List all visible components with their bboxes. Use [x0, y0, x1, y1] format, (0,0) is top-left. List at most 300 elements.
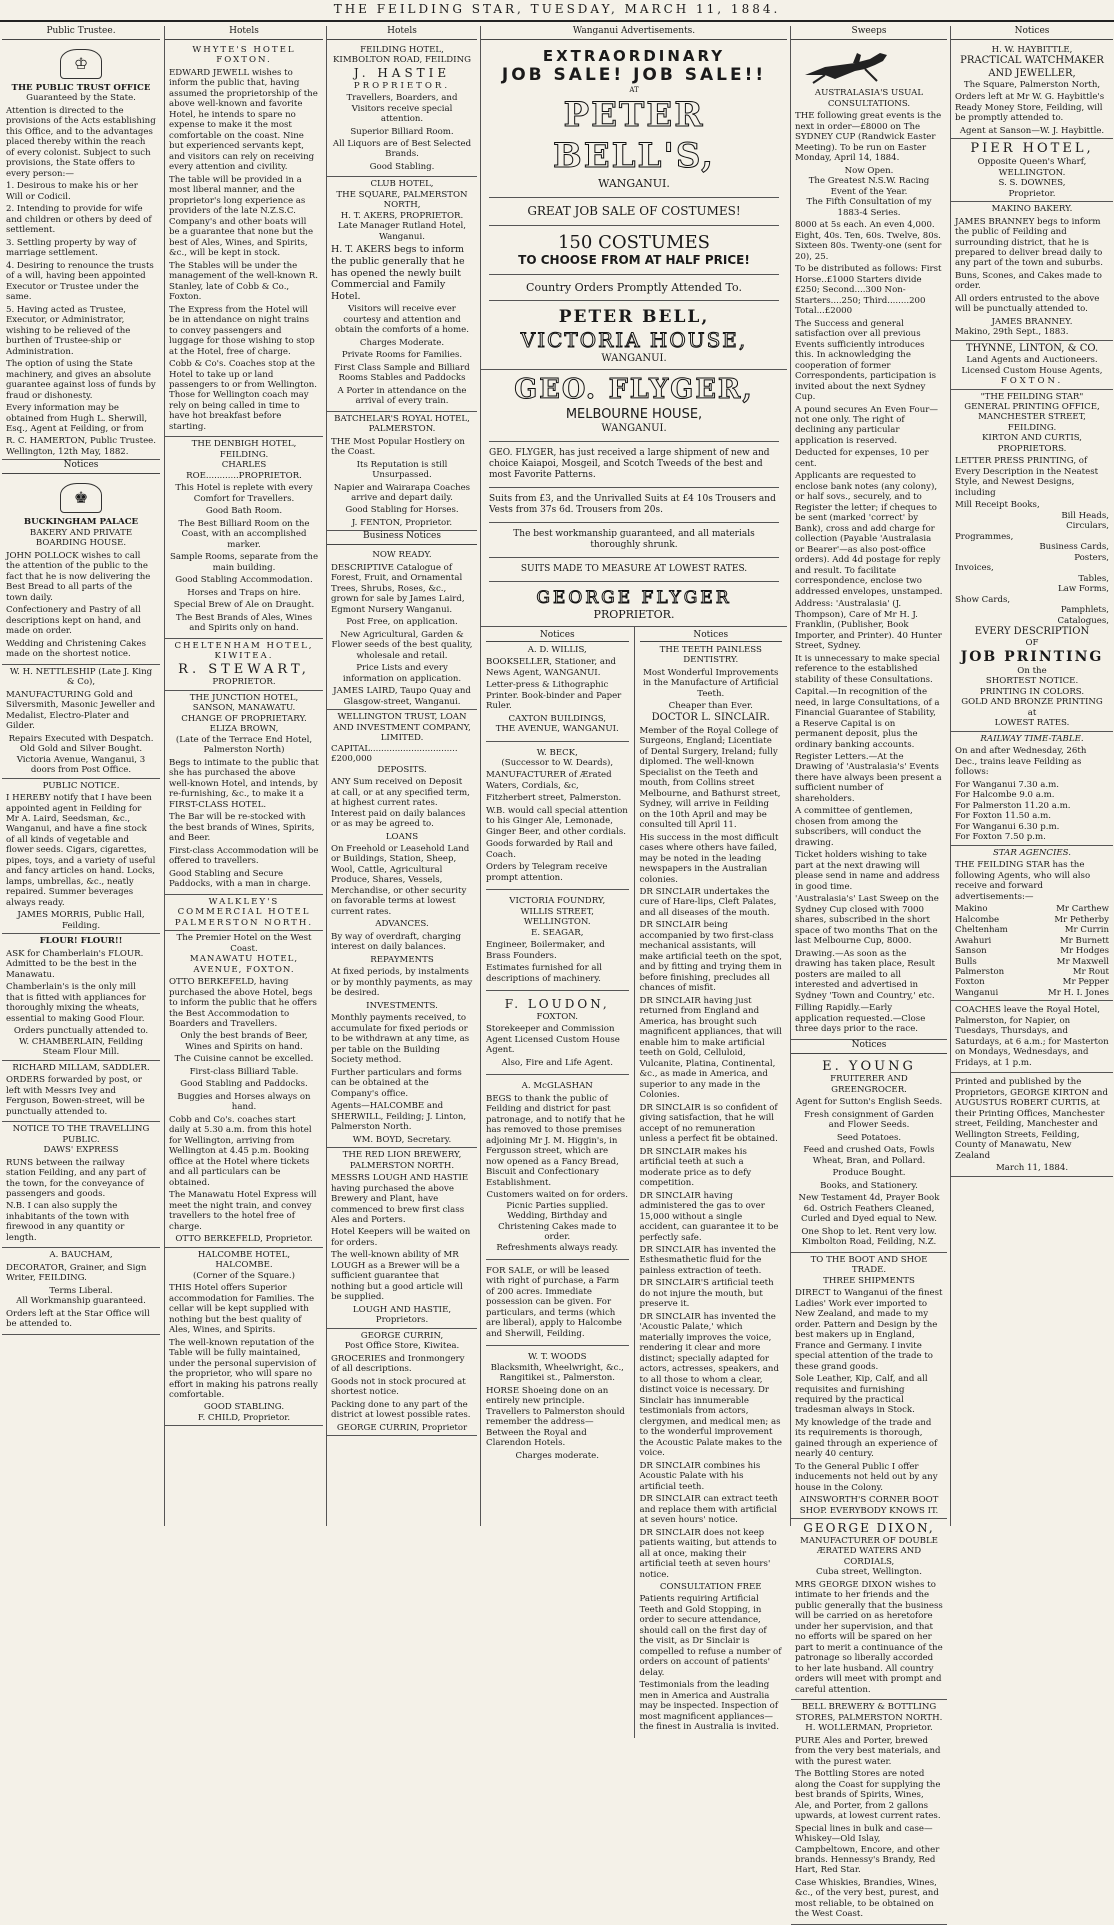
ad-body: Packing done to any part of the district at lowest possible rates. — [331, 1399, 471, 1421]
agent-name: Mr Maxwell — [1056, 956, 1109, 967]
manawatu-hotel-ad — [165, 931, 323, 1248]
agent-row — [955, 936, 1109, 946]
ad-title: THE TEETH PAINLESS DENTISTRY. — [659, 644, 762, 666]
ad-title: BUCKINGHAM PALACE — [23, 517, 139, 528]
ad-subtitle: LOANS — [385, 831, 419, 842]
ad-body: I HEREBY notify that I have been appointed agent in Feilding for Mr A. Laird, Seedsman, &c., Wanganui, and have a fine stock of all kinds of vegetable and flower seeds. Cigars, cigarettes, pipes, toys, and a variety of useful and fancy articles on hand. Locks, lamps, umbrellas, &c., neatly repaired. Summer beverages always ready. — [6, 793, 156, 908]
list-item: Feed and crushed Oats, Fowls Wheat, Bran, and Pollard. — [803, 1145, 935, 1166]
ad-title: CLUB HOTEL, — [370, 179, 434, 190]
ad-title: BELL BREWERY & BOTTLING STORES, PALMERSTON NORTH. — [795, 1702, 943, 1723]
list-item: Programmes, — [955, 531, 1014, 542]
ad-body: Orders by Telegram receive prompt attention. — [486, 862, 608, 883]
list-item: This Hotel is replete with every Comfort for Travellers. — [175, 483, 313, 504]
ad-line: Terms Liberal. — [49, 1285, 113, 1296]
ad-line: OF — [1025, 638, 1039, 649]
agent-town: Wanganui — [955, 987, 999, 998]
column-hotels-2 — [326, 26, 477, 1526]
ad-body: ASK for Chamberlain's FLOUR. Admitted to be the best in the Manawatu. — [6, 948, 144, 980]
timetable-row: For Halcombe 9.0 a.m. — [955, 790, 1055, 801]
list-item: Horses and Traps on hire. — [187, 587, 301, 598]
ad-body: Orders left at the Star Office will be attended to. — [6, 1308, 150, 1330]
list-item: Charges Moderate. — [359, 337, 445, 348]
ad-body: Cobb & Co's. Coaches stop at the Hotel to take up or land passengers to or from Wellington. Those for Wellington coach may rely on being called in time to have hot breakfast before starting. — [169, 359, 318, 432]
ad-title: GEORGE CURRIN, — [360, 1330, 444, 1341]
section-heading: Sweeps — [791, 26, 947, 40]
ad-line: Napier and Wairarapa Coaches arrive and depart daily. — [333, 482, 471, 503]
agent-row — [955, 946, 1109, 956]
ad-body: DR SINCLAIR is so confident of giving satisfaction, that he will accept of no remuneration unless a perfect fit be obtained. — [639, 1102, 778, 1145]
list-item: 2. Intending to provide for wife and children or others by deed of settlement. — [6, 204, 152, 236]
agent-name: Mr Hodges — [1060, 946, 1109, 957]
column-hotels-1 — [164, 26, 323, 1526]
ad-subtitle: PRACTICAL WATCHMAKER AND JEWELLER, — [960, 55, 1104, 79]
ad-body: DR SINCLAIR has invented the 'Acoustic Palate,' which materially improves the voice, rendering it clear and more distinct; specially adapted for actors, actresses, speakers, and to all those to whom a clear, distinct voice is necessary. Dr Sinclair has innumerable testimonials from actors, clergymen, and medical men; as to the wonderful improvement the Acoustic Palate makes to the voice. — [639, 1311, 782, 1459]
ad-subtitle: MELBOURNE HOUSE, — [565, 406, 703, 422]
ad-town: WANGANUI. — [601, 352, 667, 364]
makino-bakery-ad — [951, 202, 1113, 341]
ad-address: THE AVENUE, WANGANUI. — [495, 724, 619, 735]
ad-subtitle: CONSULTATION FREE — [659, 1582, 762, 1592]
ad-body: JAMES BRANNEY begs to inform the public of Feilding and surrounding district, that he is prepared to deliver bread daily to any part of the town and suburbs. — [955, 216, 1103, 269]
ad-body: Case Whiskies, Brandies, Wines, &c., of the very best, purest, and most reliable, to be obtained on the West Coast. — [795, 1877, 939, 1920]
agent-name: Mr Rout — [1072, 966, 1109, 977]
ad-body: Attention is directed to the provisions of the Acts establishing this Office, and to the advantages placed thereby within the reach of every colonist. Subject to such provisions, the State offers to every person:— — [6, 105, 156, 179]
ad-line: Licensed Custom House Agents, — [961, 365, 1103, 376]
agent-row — [955, 925, 1109, 935]
ad-body: DESCRIPTIVE Catalogue of Forest, Fruit, and Ornamental Trees, Shrubs, Roses, &c., grown for sale by James Laird, Egmont Nursery Wanganui. — [331, 562, 465, 615]
list-item: Invoices, — [955, 563, 994, 574]
ad-body: Orders left at Mr W. G. Haybittle's Ready Money Store, Feilding, will be promptly attended to. — [955, 92, 1105, 124]
ad-body: Wedding and Christening Cakes made on the shortest notice. — [6, 638, 146, 660]
ad-body: ORDERS forwarded by post, or left with Messrs Ivey and Ferguson, Bowen-street, will be punctually attended to. — [6, 1075, 145, 1117]
ad-body: Testimonials from the leading men in America and Australia may be inspected. Inspection of most magnificent appliances—the finest in Australia is invited. — [639, 1680, 780, 1733]
list-item: The Best Brands of Ales, Wines and Spirits only on hand. — [175, 612, 313, 634]
ad-line: GREAT JOB SALE OF COSTUMES! — [527, 203, 741, 218]
ad-brand: GEO. FLYGER, — [514, 373, 754, 405]
junction-hotel-ad — [165, 691, 323, 895]
list-item: Business Cards, — [1039, 542, 1109, 553]
ad-brand: PETER BELL'S, — [552, 94, 716, 176]
ad-line: Price Lists and every information on application. — [342, 663, 462, 684]
pier-hotel-ad — [951, 139, 1113, 202]
ad-subtitle: GENERAL PRINTING OFFICE, — [964, 401, 1100, 412]
ad-proprietor-name: ELIZA BROWN, — [209, 724, 279, 735]
ad-address: THE SQUARE, PALMERSTON NORTH, — [336, 189, 468, 211]
section-heading: Hotels — [165, 26, 323, 40]
section-heading: Notices — [791, 1040, 947, 1054]
ad-title: CHELTENHAM HOTEL, KIWITEA. — [174, 640, 314, 662]
ad-title: CAXTON BUILDINGS, — [508, 713, 607, 724]
ad-body: Buns, Scones, and Cakes made to order. — [955, 270, 1102, 292]
ad-title: W. H. NETTLESHIP (Late J. King & Co), — [9, 666, 153, 688]
ad-title: W. BECK, — [536, 747, 578, 758]
list-item: Bill Heads, — [1061, 510, 1109, 521]
ad-body: DIRECT to Wanganui of the finest Ladies' Work ever imported to New Zealand, and made to my order. Pattern and Design by the best makers up in England, France and Germany. I invite special attention of the trade to these grand goods. — [795, 1288, 943, 1372]
ad-address: The Square, Palmerston North, — [963, 79, 1101, 90]
bakery-ad — [2, 477, 160, 664]
list-item: Good Bath Room. — [205, 506, 283, 517]
ad-line: GOOD STABLING. — [203, 1402, 285, 1413]
notices-split — [481, 627, 787, 1738]
ad-line: Country Orders Promptly Attended To. — [526, 281, 742, 295]
agent-name: Mr Currin — [1064, 925, 1109, 936]
imprint-date: March 11, 1884. — [995, 1163, 1069, 1174]
ad-body: MRS GEORGE DIXON wishes to intimate to her friends and the public generally that the business will be carried on as heretofore under her supervision, and that no efforts will be spared on her part to merit a continuance of the patronage so liberally accorded to her late husband. All country orders will meet with prompt and careful attention. — [795, 1579, 943, 1695]
list-item: First Class Sample and Billiard Rooms Stables and Paddocks — [334, 362, 470, 384]
agent-town: Sanson — [955, 946, 987, 957]
denbigh-hotel-ad — [165, 437, 323, 638]
agent-name: Mr H. I. Jones — [1047, 987, 1109, 998]
ad-body: To the General Public I offer inducements not held out by any house in the Colony. — [795, 1461, 938, 1493]
ad-body: Patients requiring Artificial Teeth and Gold Stopping, in order to secure attendance, should call on the first day of the visit, as Dr Sinclair is compelled to refuse a number of orders on account of patients' delay. — [639, 1594, 782, 1678]
feilding-hotel-ad — [327, 43, 477, 177]
ad-body: EDWARD JEWELL wishes to inform the public that, having assumed the proprietorship of the above well-known and favorite Hotel, he intends to spare no expense to make it the most comfortable on the coast. Nine but experienced servants kept, and visitors can rely on receiving every attention and civility. — [169, 67, 318, 173]
ad-line: Good Stabling for Horses. — [345, 505, 459, 516]
ad-subtitle: DAWS' EXPRESS — [43, 1145, 119, 1156]
agent-name: Mr Carthew — [1056, 904, 1109, 915]
greengrocer-ad — [791, 1057, 947, 1253]
ad-body: A committee of gentlemen, chosen from among the subscribers, will conduct the drawing. — [795, 806, 922, 848]
ad-title: GEORGE DIXON, — [803, 1521, 935, 1536]
ad-body: FOR SALE, or will be leased with right of purchase, a Farm of 200 acres. Immediate possession can be given. For particulars, and terms (which are liberal), apply to Halcombe and Sherwill, Feilding. — [486, 1266, 622, 1339]
ad-line: LOWEST RATES. — [994, 718, 1070, 729]
ad-line: Good Stabling. — [369, 161, 435, 172]
ad-title: A. D. WILLIS, — [527, 644, 587, 655]
ad-title: STAR AGENCIES. — [993, 847, 1071, 858]
ad-body: Estimates furnished for all descriptions of machinery. — [486, 963, 603, 984]
list-item: Produce Bought. — [832, 1168, 906, 1179]
ad-subtitle: ADVANCES. — [375, 919, 429, 930]
ad-signature: R. C. HAMERTON, Public Trustee. — [6, 436, 156, 447]
list-item: 5. Having acted as Trustee, Executor, or Administrator, wishing to be relieved of the burthen of Trustee-ship or Administration. — [6, 304, 131, 357]
ad-line: The Cuisine cannot be excelled. — [174, 1054, 314, 1065]
ad-body: GROCERIES and Ironmongery of all descriptions. — [331, 1353, 465, 1375]
list-item: 3. Settling property by way of marriage settlement. — [6, 237, 137, 259]
jeweller-ad — [2, 665, 160, 779]
ad-line: EVERY DESCRIPTION — [974, 626, 1090, 638]
ad-title: AUSTRALASIA'S USUAL CONSULTATIONS. — [814, 88, 924, 109]
ad-body: The Stables will be under the management of the well-known R. Stanley, late of Cobb & Co., Foxton. — [169, 260, 318, 303]
ad-subtitle: (Corner of the Square.) — [193, 1270, 295, 1281]
agent-name: Mr Burnett — [1059, 935, 1109, 946]
ad-line: The Premier Hotel on the West Coast. — [176, 933, 312, 954]
ad-body: COACHES leave the Royal Hotel, Palmerston, for Napier, on Tuesdays, Thursdays, and Saturdays, at 6 a.m.; for Masterton on Mondays, Wednesdays, and Fridays, at 1 p.m. — [955, 1005, 1109, 1068]
ad-line: Late Manager Rutland Hotel, Wanganui. — [338, 221, 466, 242]
public-notice-ad — [2, 779, 160, 935]
ad-body: By way of overdraft, charging interest on daily balances. — [331, 931, 461, 953]
ad-body: GEO. FLYGER, has just received a large shipment of new and choice Kaiapoi, Mosgeil, and Scotch Tweeds of the best and most Favorite Patterns. — [489, 447, 770, 480]
imprint-text: Printed and published by the Proprietors, GEORGE KIRTON and AUGUSTUS ROBERT CURTIS, at their Printing Offices, Manchester street, Feilding, Manchester and Wellington Streets, Feilding, County of Manawatu, New Zealand — [955, 1077, 1108, 1161]
agent-town: Bulls — [955, 956, 977, 967]
ad-title: THYNNE, LINTON, & CO. — [965, 342, 1099, 354]
ad-subtitle: REPAYMENTS — [370, 954, 434, 965]
section-heading: Wanganui Advertisements. — [481, 26, 787, 40]
crest-icon: ♚ — [60, 483, 102, 513]
ad-body: DR SINCLAIR makes his artificial teeth at such a moderate price as to defy competition. — [639, 1146, 752, 1189]
ad-subtitle: Blacksmith, Wheelwright, &c., Rangitikei st., Palmerston. — [490, 1362, 624, 1384]
ad-subtitle: Opposite Queen's Wharf, WELLINGTON. — [977, 157, 1087, 178]
list-item: Posters, — [1074, 552, 1109, 563]
agent-row — [955, 904, 1109, 914]
imprint — [951, 1073, 1113, 1176]
ad-body: DR SINCLAIR having administered the gas to over 15,000 without a single accident, can guarantee it to be perfectly safe. — [639, 1190, 779, 1243]
ad-brand: PETER BELL, — [558, 307, 710, 328]
ad-subtitle: MANUFACTURER OF DOUBLE ÆRATED WATERS AND CORDIALS, — [800, 1535, 938, 1567]
ad-body: MANUFACTURING Gold and Silversmith, Masonic Jeweller and Medalist, Electro-Plater and Gilder. — [6, 689, 156, 732]
racehorse-icon — [795, 45, 915, 85]
ad-body: First-class Accommodation will be offered to travellers. — [169, 845, 319, 867]
agent-name: Mr Pepper — [1062, 977, 1109, 988]
ad-title: PUBLIC NOTICE. — [42, 780, 120, 791]
ad-title: MAKINO BAKERY. — [991, 204, 1073, 215]
peter-bell-ad — [481, 43, 787, 370]
ad-line: (Late of the Terrace End Hotel, Palmerston North) — [175, 734, 313, 756]
list-item: Private Rooms for Families. — [341, 350, 463, 361]
ad-body: To be distributed as follows: First Horse..£1000 Starters divide £250; Second....300 Non-Starters....250; Third........200 Total...£2000 — [795, 264, 942, 317]
ad-title: PIER HOTEL, — [970, 141, 1094, 157]
ad-line: Agent for Sutton's English Seeds. — [795, 1097, 943, 1108]
ad-proprietor: CHARLES ROE............PROPRIETOR. — [186, 460, 302, 481]
ad-body: ANY Sum received on Deposit at call, or at any specified term, at highest current rates. Interest paid on daily balances or as may be agreed to. — [331, 777, 470, 830]
ad-subtitle: DEPOSITS. — [377, 764, 427, 775]
ad-title: E. YOUNG — [822, 1058, 916, 1074]
ad-proprietor: Proprietor. — [1008, 188, 1056, 199]
ad-signature: OTTO BERKEFELD, Proprietor. — [175, 1234, 313, 1245]
ad-body: On Freehold or Leasehold Land or Buildings, Station, Sheep, Wool, Cattle, Agricultural Produce, Shares, Vessels, Merchandise, or other security on favorable terms at lowest current rates. — [331, 844, 470, 917]
ad-proprietor-name: R. STEWART, — [178, 661, 310, 677]
ad-line: Orders punctually attended to. — [13, 1026, 149, 1037]
ad-body: PURE Ales and Porter, brewed from the very best materials, and with the purest water. — [795, 1735, 941, 1767]
ad-body: Sole Leather, Kip, Calf, and all requisites and furnishing required by the practical tradesman always in Stock. — [795, 1374, 928, 1416]
ad-line: Visitors will receive ever courtesy and attention and obtain the comforts of a home. — [335, 304, 469, 336]
ad-body: LETTER PRESS PRINTING, of Every Description in the Neatest Style, and Newest Designs, including — [955, 456, 1099, 498]
ad-title: WELLINGTON TRUST, LOAN AND INVESTMENT COMPANY, LIMITED. — [333, 712, 471, 744]
ad-subtitle: CHANGE OF PROPRIETARY. — [181, 713, 307, 724]
ad-body: Register Letters.—At the Drawing of 'Australasia's' Events there have always been present a sufficient number of shareholders. — [795, 752, 942, 804]
ad-body: THE Most Popular Hostlery on the Coast. — [331, 436, 465, 458]
ad-address: MANCHESTER STREET, — [978, 412, 1086, 423]
section-heading: Notices — [951, 26, 1113, 40]
ad-town: FOXTON. — [1000, 376, 1064, 387]
ad-title: "THE FEILDING STAR" — [980, 391, 1084, 402]
ad-line: Also, Fire and Life Agent. — [501, 1057, 613, 1068]
list-item: Sample Rooms, separate from the main building. — [169, 552, 319, 573]
list-item: Good Stabling Accommodation. — [175, 575, 313, 586]
ad-signature: F. CHILD, Proprietor. — [197, 1412, 291, 1423]
ad-body: DECORATOR, Grainer, and Sign Writer, FEILDING. — [6, 1262, 147, 1284]
bell-brewery-ad — [791, 1700, 947, 1925]
ad-body: Further particulars and forms can be obtained at the Company's office. — [331, 1067, 462, 1099]
list-item: Tables, — [1078, 573, 1109, 584]
ad-title: EXTRAORDINARY — [542, 46, 726, 65]
ad-body: OTTO BERKEFELD, having purchased the above Hotel, begs to inform the public that he offers the Best Accommodation to Boarders and Travellers. — [169, 977, 317, 1029]
ad-line: The best workmanship guaranteed, and all materials thoroughly shrunk. — [513, 528, 755, 550]
ad-body: At fixed periods, by instalments or by monthly payments, as may be desired. — [331, 967, 473, 999]
column-wanganui — [480, 26, 787, 1733]
ad-body: His success in the most difficult cases where others have failed, may be noted in the leading newspapers in the Australian colonies. — [639, 832, 779, 885]
ad-date: Makino, 29th Sept., 1883. — [955, 327, 1069, 338]
flour-ad — [2, 934, 160, 1060]
ad-title: TO THE BOOT AND SHOE TRADE. — [810, 1254, 928, 1276]
ad-body: The table will be provided in a most liberal manner, and the proprietor's long experience as providers of the late N.Z.S.C. Company's and other boats will be a guarantee that none but the best of Ales, Wines, and Spirits, &c., will be kept in stock. — [169, 174, 314, 259]
halcombe-hotel-ad — [165, 1248, 323, 1427]
ad-proprietor-name: S. S. DOWNES, — [998, 178, 1066, 189]
section-heading: Hotels — [327, 26, 477, 40]
ad-title: W. T. WOODS — [528, 1352, 587, 1363]
ad-title: THE RED LION BREWERY, PALMERSTON NORTH. — [342, 1150, 462, 1171]
list-item: Catalogues, — [1057, 615, 1109, 626]
ad-title: THE DENBIGH HOTEL, FEILDING. — [191, 439, 297, 460]
ad-line: Cheaper than Ever. — [668, 701, 753, 712]
ad-body: Storekeeper and Commission Agent Licensed Custom House Agent. — [486, 1024, 620, 1056]
section-heading: Notices — [2, 460, 160, 474]
ad-body: DR SINCLAIR undertakes the cure of Hare-lips, Cleft Palates, and all diseases of the mouth. — [639, 887, 777, 918]
ad-brand: VICTORIA HOUSE, — [520, 328, 748, 353]
ad-title: FLOUR! FLOUR!! — [39, 936, 123, 947]
ad-title: FEILDING HOTEL, KIMBOLTON ROAD, FEILDING — [333, 44, 471, 66]
list-item: Pamphlets, — [1060, 605, 1109, 616]
ad-body: Capital.—In recognition of the need, in large Consultations, of a Financial Guarantee of Stability, a Reserve Capital is on permanent deposit, plus the ordinary banking accounts. — [795, 687, 940, 750]
ad-body: All orders entrusted to the above will be punctually attended to. — [955, 293, 1100, 315]
saddler-ad — [2, 1061, 160, 1122]
ad-title: NOW READY. — [372, 550, 432, 561]
whytes-hotel-ad — [165, 43, 323, 437]
ad-body: MANUFACTURER of Ærated Waters, Cordials, &c, — [486, 770, 612, 791]
ad-town: FEILDING. — [1007, 422, 1057, 433]
flyger-ad — [481, 370, 787, 627]
timetable-row: For Wanganui 7.30 a.m. — [955, 779, 1060, 790]
ad-body: MESSRS LOUGH AND HASTIE having purchased the above Brewery and Plant, have commenced to brew first class Ales and Porters. — [331, 1173, 469, 1225]
ad-line: Only the best brands of Beer, Wines and Spirits on hand. — [180, 1031, 308, 1052]
ad-body: Drawing.—As soon as the drawing has taken place, Result posters are mailed to all interested and advertised in Sydney 'Town and Country,' etc. — [795, 948, 935, 1001]
ad-title: VICTORIA FOUNDRY, — [509, 896, 606, 907]
ad-line: at — [1027, 707, 1037, 718]
ad-line: GOLD AND BRONZE PRINTING — [961, 697, 1103, 708]
ad-line: Repairs Executed with Despatch. — [8, 733, 154, 744]
club-hotel-ad — [327, 177, 477, 411]
ad-line: First-class Billiard Table. — [189, 1066, 299, 1077]
timetable-row: For Foxton 11.50 a.m. — [955, 811, 1051, 822]
list-item: Law Forms, — [1058, 584, 1109, 595]
section-heading: Notices — [486, 630, 629, 642]
ad-body: Goods not in stock procured at shortest notice. — [331, 1376, 466, 1398]
ad-subtitle: BAKERY AND PRIVATE BOARDING HOUSE. — [29, 527, 133, 549]
ad-address: WILLIS STREET, WELLINGTON. — [520, 906, 594, 928]
ad-body: HORSE Shoeing done on an entirely new principle. Travellers to Palmerston should remember the address—Between the Royal and Clarendon Hotels. — [486, 1385, 625, 1449]
ad-body: The Bottling Stores are noted along the Coast for supplying the best brands of Spirits, Wines, Ale, and Porter, from 2 gallons upwards, at lowest current rates. — [795, 1769, 941, 1822]
ad-line: Picnic Parties supplied. — [506, 1200, 609, 1211]
ad-subtitle: Most Wonderful Improvements in the Manufacture of Artificial Teeth. — [642, 667, 779, 699]
ad-body: Good Stabling and Secure Paddocks, with a man in charge. — [169, 868, 311, 890]
ad-body: It is unnecessary to make special reference to the established stability of these Consultations. — [795, 653, 940, 685]
ad-signature: J. FENTON, Proprietor. — [351, 517, 453, 528]
ad-proprietor: H. WOLLERMAN, Proprietor. — [805, 1723, 933, 1734]
ad-body: Monthly payments received, to accumulate for fixed periods or to be withdrawn at any time, as per table on the Building Society method. — [331, 1013, 470, 1066]
ad-address: Fitzherbert street, Palmerston. — [486, 793, 622, 804]
column-public-trustee — [2, 26, 160, 1526]
ad-line: Buggies and Horses always on hand. — [177, 1091, 311, 1113]
column-notices — [950, 26, 1113, 1526]
ad-town: WANGANUI. — [601, 422, 667, 434]
ad-title: RAILWAY TIME-TABLE. — [980, 733, 1084, 744]
ad-body: The Success and general satisfaction over all previous Events sufficiently introduces this. In acknowledging the cooperation of former Correspondents, participation is invited about the next Sydney Cup. — [795, 318, 937, 403]
ad-body: DR SINCLAIR combines his Acoustic Palate with his artificial teeth. — [639, 1460, 761, 1492]
ad-title: WHYTE'S HOTEL FOXTON. — [192, 44, 296, 66]
ad-line: The Greatest N.S.W. Racing Event of the Year. — [808, 176, 930, 197]
ad-body: Address: 'Australasia' (J. Thompson), Care of Mr H. J. Franklin, (Publisher, Book Importer, and Printer). 40 Hunter Street, Sydney. — [795, 599, 942, 652]
ad-line: AT — [629, 86, 639, 94]
ad-line: Agent at Sanson—W. J. Haybittle. — [959, 125, 1105, 136]
ad-line: Its Reputation is still Unsurpassed. — [356, 459, 448, 481]
list-item: Books, and Stationery. — [820, 1180, 918, 1191]
ad-subtitle: THREE SHIPMENTS — [823, 1275, 915, 1286]
ad-body: 8000 at 5s each. An even 4,000. Eight, 40s. Ten, 60s. Twelve, 80s. Sixteen 80s. Twenty-one (sent for 20), 25. — [795, 220, 942, 262]
ad-title: F. LOUDON, — [504, 997, 610, 1012]
list-item: New Testament 4d, Prayer Book 6d. Ostrich Feathers Cleaned, Curled and Dyed equal to New. — [798, 1193, 940, 1225]
ad-proprietor: H. T. AKERS, PROPRIETOR. — [340, 210, 464, 221]
ad-body: Agents—HALCOMBE and SHERWILL, Feilding; J. Linton, Palmerston North. — [331, 1101, 467, 1133]
railway-timetable — [951, 732, 1113, 846]
notices-right — [634, 627, 788, 1738]
ad-title: H. W. HAYBITTLE, — [991, 44, 1073, 55]
ad-body: The well-known ability of MR LOUGH as a Brewer will be a sufficient guarantee that nothing but a good article will be supplied. — [331, 1250, 463, 1303]
ad-address: Post Office Store, Kiwitea. — [344, 1341, 460, 1352]
ad-line: Travellers, Boarders, and Visitors receive special attention. — [346, 93, 458, 125]
ad-body: My knowledge of the trade and its requirements is thorough, gained through an experience of nearly 40 century. — [795, 1417, 938, 1460]
ad-signature: JAMES LAIRD, Taupo Quay and Glasgow-street, Wanganui. — [333, 686, 471, 707]
ad-title: MANAWATU HOTEL, AVENUE, FOXTON. — [189, 954, 299, 975]
ad-body: DR SINCLAIR having just returned from England and America, has brought such magnificent appliances, that will enable him to make artificial teeth on Gold, Celluloid, Vulcanite, Platina, Continental, &c., as made in America, and superior to any made in the Colonies. — [639, 995, 782, 1101]
ad-body: DR SINCLAIR'S artificial teeth do not injure the mouth, but preserve it. — [639, 1278, 774, 1310]
ad-line: SHORTEST NOTICE. — [985, 676, 1079, 687]
ad-line: All Liquors are of Best Selected Brands. — [332, 138, 472, 160]
ad-line: Charges moderate. — [515, 1450, 599, 1461]
ad-body: The Manawatu Hotel Express will meet the night train, and convey travellers to the hotel free of charge. — [169, 1190, 317, 1232]
ad-address: Victoria Avenue, Wanganui, 3 doors from Post Office. — [16, 754, 146, 776]
ad-body: Hotel Keepers will be waited on for orders. — [331, 1227, 471, 1248]
ad-line: Old Gold and Silver Bought. — [19, 744, 143, 755]
ad-body: BOOKSELLER, Stationer, and News Agent, WANGANUI. — [486, 657, 617, 678]
list-item: Fresh consignment of Garden and Flower Seeds. — [804, 1109, 934, 1131]
ad-title: BATCHELAR'S ROYAL HOTEL, PALMERSTON. — [334, 413, 470, 435]
ad-body: Letter-press & Lithographic Printer. Book-binder and Paper Ruler. — [486, 680, 622, 712]
list-item: Circulars, — [1066, 521, 1109, 532]
ad-subtitle: INVESTMENTS. — [366, 1000, 438, 1011]
timetable-row: For Foxton 7.50 p.m. — [955, 832, 1046, 843]
ad-title: THE JUNCTION HOTEL, SANSON, MANAWATU. — [189, 692, 299, 714]
ad-title: RICHARD MILLAM, SADDLER. — [12, 1062, 150, 1073]
agent-row — [955, 988, 1109, 998]
list-item: Special Brew of Ale on Draught. — [173, 600, 315, 611]
agent-row — [955, 957, 1109, 967]
ad-signature: WM. BOYD, Secretary. — [352, 1134, 452, 1145]
ad-date: Wellington, 12th May, 1882. — [6, 446, 129, 457]
ad-line: Land Agents and Auctioneers. — [966, 355, 1098, 366]
ad-body: Goods forwarded by Rail and Coach. — [486, 839, 613, 860]
ad-line: New Agricultural, Garden & Flower seeds of the best quality, wholesale and retail. — [331, 629, 473, 661]
agent-row — [955, 977, 1109, 987]
ad-body: RUNS between the railway station Feilding, and any part of the town, for the conveyance of passengers and goods. — [6, 1157, 146, 1199]
agent-row — [955, 915, 1109, 925]
ad-signature: JAMES MORRIS, Public Hall, Feilding. — [17, 910, 145, 931]
brewery-ad — [327, 1148, 477, 1329]
notices-left — [481, 627, 634, 1738]
ad-body: JOHN POLLOCK wishes to call the attention of the public to the fact that he is now delivering the Best Bread to all parts of the town daily. — [6, 550, 151, 603]
ad-body: On and after Wednesday, 26th Dec., trains leave Feilding as follows: — [955, 746, 1087, 778]
masthead: THE FEILDING STAR, TUESDAY, MARCH 11, 1884. — [0, 0, 1114, 22]
ad-line: PRINTING IN COLORS. — [979, 686, 1085, 697]
ad-body: Engineer, Boilermaker, and Brass Founders. — [486, 940, 605, 961]
